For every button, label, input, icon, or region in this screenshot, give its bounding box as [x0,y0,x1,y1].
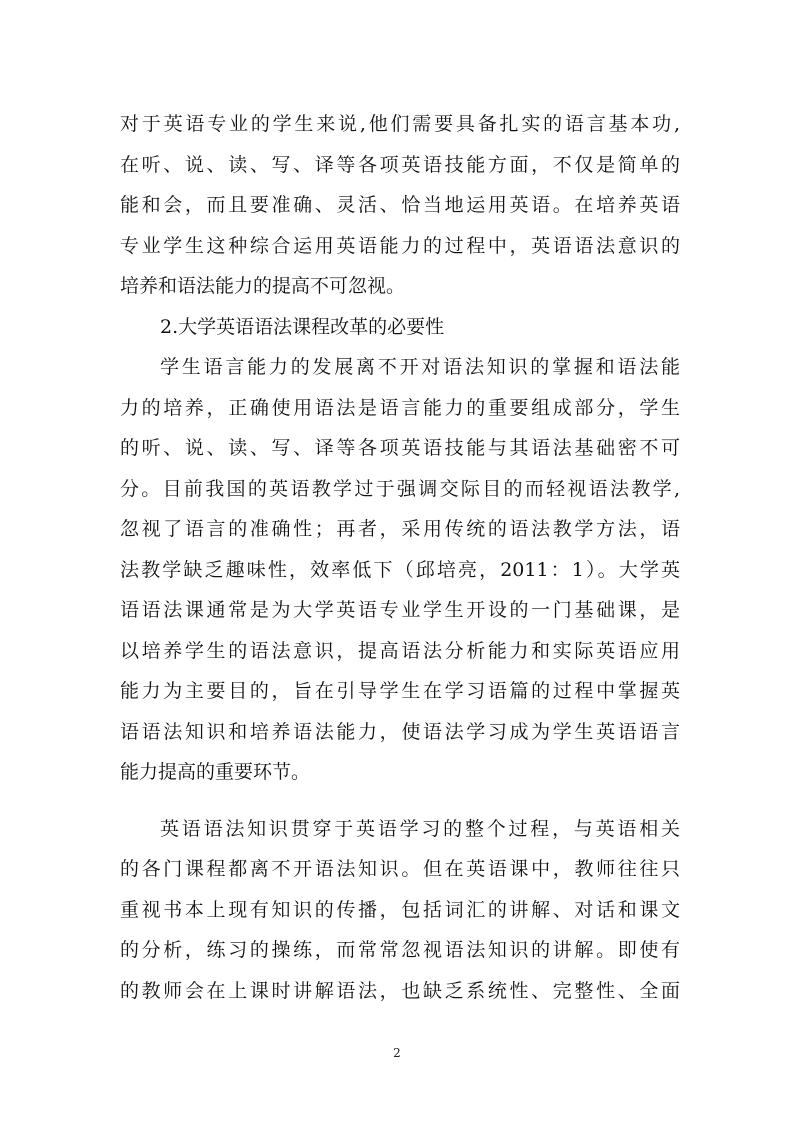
text-line: 专业学生这种综合运用英语能力的过程中，英语语法意识的 [120,234,680,257]
text-line: 能力提高的重要环节。 [120,761,311,783]
text-line: 语语法知识和培养语法能力，使语法学习成为学生英语语言 [120,720,680,743]
text-line: 忽视了语言的准确性；再者，采用传统的语法教学方法，语 [120,518,680,540]
text-line: 培养和语法能力的提高不可忽视。 [120,275,406,297]
text-line: 在听、说、读、写、译等各项英语技能方面，不仅是简单的 [120,153,680,176]
text-line: 的分析，练习的操练，而常常忽视语法知识的讲解。即使有 [120,939,680,961]
text-line: 重视书本上现有知识的传播，包括词汇的讲解、对话和课文 [120,898,680,921]
text-line: 的教师会在上课时讲解语法，也缺乏系统性、完整性、全面 [120,979,680,1002]
text-line: 的各门课程都离不开语法知识。但在英语课中，教师往往只 [120,858,680,880]
document-body [120,104,680,1011]
text-line: 力的培养，正确使用语法是语言能力的重要组成部分，学生 [120,396,680,419]
text-line: 英语语法知识贯穿于英语学习的整个过程，与英语相关 [160,817,680,840]
page-number: 2 [393,1046,401,1060]
paragraph [120,347,680,793]
paragraph [120,104,680,307]
text-line: 的听、说、读、写、译等各项英语技能与其语法基础密不可 [120,437,680,459]
text-line: 能和会，而且要准确、灵活、恰当地运用英语。在培养英语 [120,194,680,216]
text-line: 分。目前我国的英语教学过于强调交际目的而轻视语法教学, [120,477,680,500]
paragraph-spacer [120,793,680,809]
paragraph [120,809,680,1012]
text-line: 语语法课通常是为大学英语专业学生开设的一门基础课，是 [120,599,680,621]
text-line: 能力为主要目的，旨在引导学生在学习语篇的过程中掌握英 [120,680,680,702]
text-line: 对于英语专业的学生来说,他们需要具备扎实的语言基本功, [120,113,680,135]
section-heading: 2.大学英语语法课程改革的必要性 [160,315,445,338]
text-line: 法教学缺乏趣味性，效率低下（邱培亮，2011：1）。大学英 [120,558,680,581]
text-line: 学生语言能力的发展离不开对语法知识的掌握和语法能 [160,356,680,378]
text-line: 以培养学生的语法意识，提高语法分析能力和实际英语应用 [120,639,680,662]
